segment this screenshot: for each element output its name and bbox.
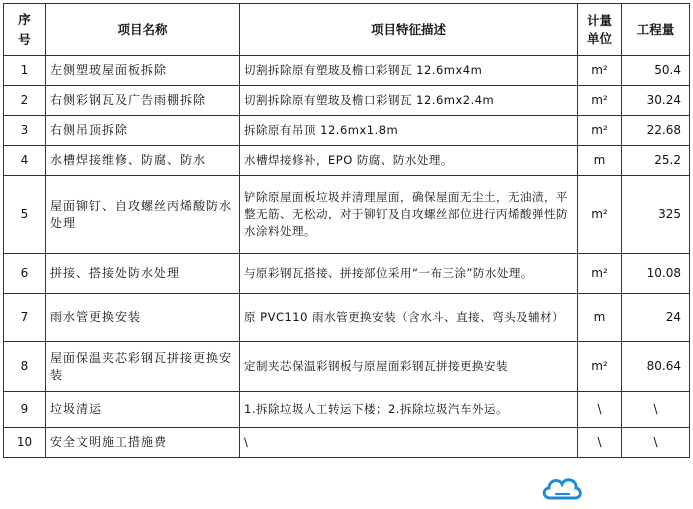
cell-unit: m²	[578, 342, 622, 392]
cell-name: 安全文明施工措施费	[46, 428, 240, 458]
cell-unit: m²	[578, 86, 622, 116]
header-name: 项目名称	[46, 4, 240, 56]
cell-seq: 4	[4, 146, 46, 176]
cell-unit: \	[578, 392, 622, 428]
header-unit: 计量 单位	[578, 4, 622, 56]
header-row	[4, 4, 690, 56]
cell-qty: 10.08	[622, 254, 690, 294]
cell-seq: 3	[4, 116, 46, 146]
table-row	[4, 294, 690, 342]
table-row	[4, 176, 690, 254]
cell-name: 右侧彩钢瓦及广告雨棚拆除	[46, 86, 240, 116]
table-row	[4, 86, 690, 116]
cell-seq: 1	[4, 56, 46, 86]
cell-desc: 与原彩钢瓦搭接、拼接部位采用“一布三涂”防水处理。	[240, 254, 578, 294]
cell-unit: m²	[578, 116, 622, 146]
cell-name: 雨水管更换安装	[46, 294, 240, 342]
watermark	[540, 470, 690, 504]
cell-seq: 6	[4, 254, 46, 294]
cell-desc: 1.拆除垃圾人工转运下楼；2.拆除垃圾汽车外运。	[240, 392, 578, 428]
cell-desc: 切割拆除原有塑玻及檐口彩钢瓦 12.6mx4m	[240, 56, 578, 86]
cell-name: 屋面保温夹芯彩钢瓦拼接更换安装	[46, 342, 240, 392]
cell-desc: 切割拆除原有塑玻及檐口彩钢瓦 12.6mx2.4m	[240, 86, 578, 116]
cell-desc: 水槽焊接修补，EPO 防腐、防水处理。	[240, 146, 578, 176]
cell-seq: 8	[4, 342, 46, 392]
cell-qty: 25.2	[622, 146, 690, 176]
bill-of-quantities-table	[3, 3, 690, 458]
table-row	[4, 56, 690, 86]
cell-qty: 325	[622, 176, 690, 254]
cell-desc: 拆除原有吊顶 12.6mx1.8m	[240, 116, 578, 146]
table-row	[4, 116, 690, 146]
cell-qty: 80.64	[622, 342, 690, 392]
cell-qty: \	[622, 428, 690, 458]
cell-unit: m	[578, 294, 622, 342]
cell-seq: 9	[4, 392, 46, 428]
cell-seq: 2	[4, 86, 46, 116]
cell-seq: 10	[4, 428, 46, 458]
cell-name: 左侧塑玻屋面板拆除	[46, 56, 240, 86]
cell-desc: 定制夹芯保温彩钢板与原屋面彩钢瓦拼接更换安装	[240, 342, 578, 392]
table-row	[4, 254, 690, 294]
cell-qty: \	[622, 392, 690, 428]
table-row	[4, 146, 690, 176]
cell-name: 水槽焊接维修、防腐、防水	[46, 146, 240, 176]
cell-unit: m²	[578, 254, 622, 294]
cell-name: 垃圾清运	[46, 392, 240, 428]
cell-qty: 50.4	[622, 56, 690, 86]
cell-name: 屋面铆钉、自攻螺丝丙烯酸防水处理	[46, 176, 240, 254]
header-qty: 工程量	[622, 4, 690, 56]
cell-qty: 22.68	[622, 116, 690, 146]
cell-qty: 24	[622, 294, 690, 342]
cell-seq: 5	[4, 176, 46, 254]
cell-name: 右侧吊顶拆除	[46, 116, 240, 146]
table-row	[4, 428, 690, 458]
header-desc: 项目特征描述	[240, 4, 578, 56]
cloud-icon	[540, 472, 584, 502]
cell-desc: 原 PVC110 雨水管更换安装（含水斗、直接、弯头及辅材）	[240, 294, 578, 342]
cell-unit: \	[578, 428, 622, 458]
table-row	[4, 342, 690, 392]
cell-unit: m²	[578, 176, 622, 254]
header-seq: 序 号	[4, 4, 46, 56]
cell-desc: 铲除原屋面板垃圾并清理屋面，确保屋面无尘土，无油渍，平整无筋、无松动，对于铆钉及自攻螺丝部位进行丙烯酸弹性防水涂料处理。	[240, 176, 578, 254]
cell-name: 拼接、搭接处防水处理	[46, 254, 240, 294]
cell-unit: m²	[578, 56, 622, 86]
cell-seq: 7	[4, 294, 46, 342]
cell-unit: m	[578, 146, 622, 176]
cell-qty: 30.24	[622, 86, 690, 116]
table-row	[4, 392, 690, 428]
cell-desc: \	[240, 428, 578, 458]
